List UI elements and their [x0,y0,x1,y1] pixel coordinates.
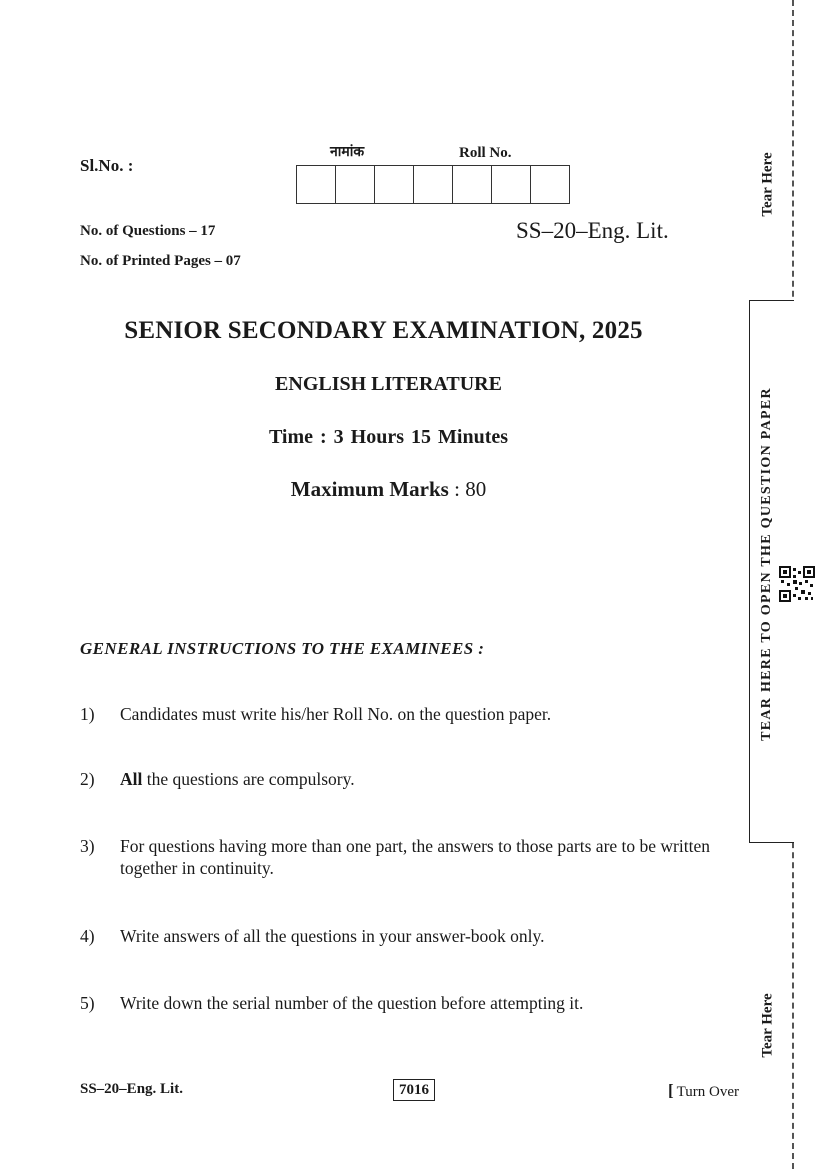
serial-number-label: Sl.No. : [80,156,134,175]
instruction-text: Write down the serial number of the question before attempting it. [120,993,584,1013]
instruction-number: 5) [80,993,95,1013]
tear-instruction-text: TEAR HERE TO OPEN THE QUESTION PAPER [759,387,774,741]
turn-over-text: Turn Over [676,1084,740,1100]
maximum-marks-label: Maximum Marks [290,477,449,501]
roll-number-box[interactable] [414,166,453,203]
roll-number-box[interactable] [297,166,336,203]
roll-number-box[interactable] [531,166,569,203]
instruction-number: 2) [80,769,95,789]
instruction-number: 4) [80,926,95,946]
footer-paper-number: 7016 [393,1079,435,1101]
instruction-item [80,992,720,1014]
instruction-text-rest: the questions are compulsory. [142,769,355,789]
instruction-number: 3) [80,836,95,856]
instruction-number: 1) [80,704,95,724]
exam-duration: Time : 3 Hours 15 Minutes [268,426,509,448]
maximum-marks-value: : 80 [448,477,487,501]
roll-number-label: Roll No. [459,145,512,161]
tear-here-top-label: Tear Here [759,152,776,217]
instruction-emphasis: All [120,769,143,789]
instruction-text: Write answers of all the questions in your answer-book only. [120,926,545,946]
instruction-item [80,925,720,947]
paper-code: SS–20–Eng. Lit. [516,218,669,243]
roll-number-box[interactable] [336,166,375,203]
turn-over-note [668,1081,739,1101]
footer-paper-code: SS–20–Eng. Lit. [80,1081,183,1097]
instruction-item [80,835,720,879]
roll-number-hindi-label: नामांक [330,144,365,160]
instruction-item [80,768,720,790]
number-of-printed-pages: No. of Printed Pages – 07 [80,253,241,269]
instruction-text: Candidates must write his/her Roll No. on the question paper. [120,704,552,724]
instruction-text [120,768,720,790]
maximum-marks [0,477,777,502]
subject-title: ENGLISH LITERATURE [275,373,502,395]
number-of-questions: No. of Questions – 17 [80,223,216,239]
instructions-heading: GENERAL INSTRUCTIONS TO THE EXAMINEES : [80,639,485,658]
instruction-text: For questions having more than one part, the answers to those parts are to be written together in continuity. [120,836,710,878]
roll-number-box[interactable] [375,166,414,203]
qr-code-icon [779,566,815,602]
roll-number-boxes [296,165,570,204]
roll-number-box[interactable] [453,166,492,203]
exam-title: SENIOR SECONDARY EXAMINATION, 2025 [124,317,643,344]
roll-number-box[interactable] [492,166,531,203]
turn-over-bracket: [ [668,1081,674,1100]
instruction-item [80,703,720,725]
tear-here-bottom-label: Tear Here [759,993,776,1058]
